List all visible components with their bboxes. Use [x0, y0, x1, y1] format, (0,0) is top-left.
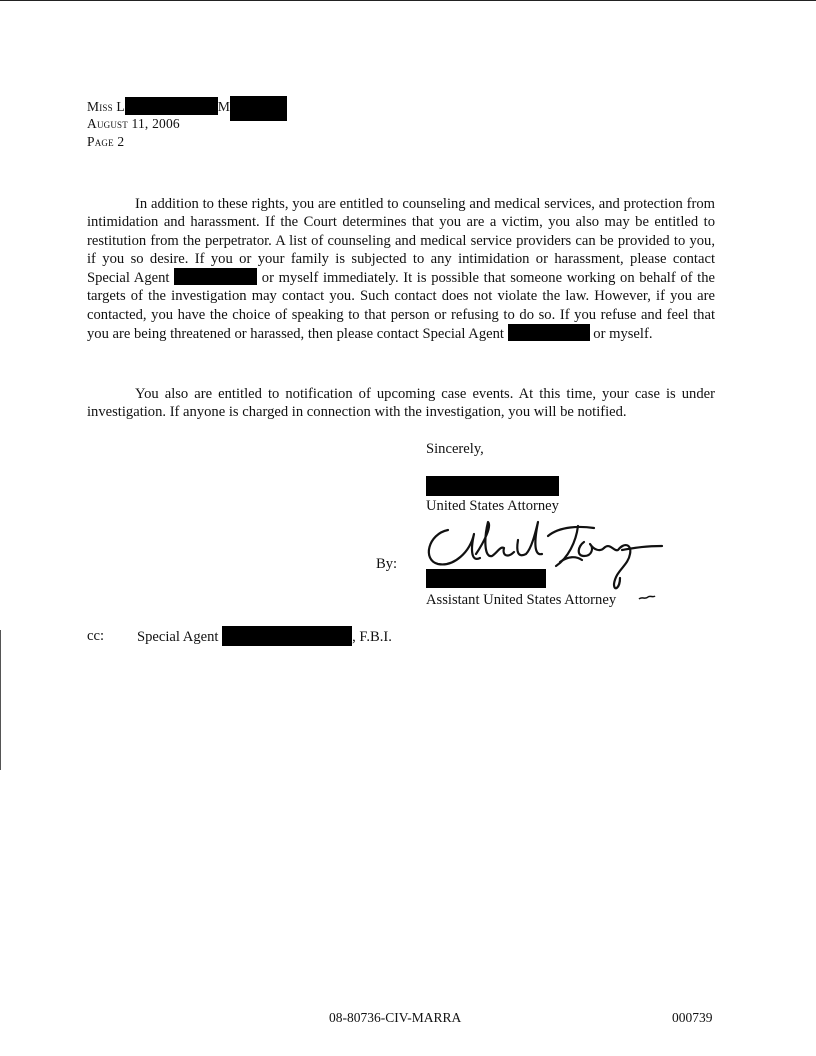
rights-text-1: In addition to these rights, you are entitled to counseling and medical services, and protection from intimidation and harassment. If the Court determines that you are a victim, you also may be entitled to restitution from the perpetrator. A list of counseling and medical service providers can be provided to you, if you so desire. If you or your family is subjected to any intimidation or harassment, please contact Special Agent — [87, 196, 715, 287]
recipient-mid: M — [217, 99, 231, 114]
cc-recipient — [137, 626, 392, 647]
page-number: Page 2 — [87, 134, 125, 149]
case-number: 08-80736-CIV-MARRA — [329, 1010, 462, 1025]
rights-text-3: or myself. — [593, 326, 653, 343]
ausa-title: Assistant United States Attorney — [426, 592, 617, 608]
cc-prefix: Special Agent — [137, 629, 219, 645]
redaction-recipient-last — [230, 96, 287, 121]
notification-paragraph — [87, 385, 715, 422]
cc-label: cc: — [87, 628, 105, 644]
closing: Sincerely, — [426, 441, 484, 457]
by-label: By: — [376, 556, 398, 572]
bates-number: 000739 — [672, 1010, 713, 1025]
redaction-ausa-name — [426, 569, 546, 588]
recipient-prefix: Miss L — [87, 99, 125, 114]
pen-mark — [638, 594, 656, 602]
rights-text-2: or myself immediately. It is possible that someone working on behalf of the targets of the investigation may contact you. Such contact does not violate the law. However, if you are contacted, you have the choice of speaking to that person or refusing to do so. If you refuse and feel that you are being threatened or harassed, then please contact Special Agent — [87, 270, 716, 343]
letter-date: August 11, 2006 — [87, 116, 180, 131]
notification-text: You also are entitled to notification of upcoming case events. At this time, your case is under investigation. If anyone is charged in connection with the investigation, you will be notified. — [87, 386, 715, 421]
redaction-agent-name-1 — [174, 268, 257, 285]
redaction-us-attorney-name — [426, 476, 559, 496]
cc-suffix: , F.B.I. — [352, 629, 392, 645]
scan-top-edge — [0, 0, 816, 1]
redaction-recipient-first — [125, 97, 218, 115]
redaction-cc-agent-name — [222, 626, 352, 646]
redaction-agent-name-2 — [508, 324, 590, 341]
scan-left-edge — [0, 630, 1, 770]
rights-paragraph — [87, 195, 715, 343]
us-attorney-title: United States Attorney — [426, 498, 559, 514]
